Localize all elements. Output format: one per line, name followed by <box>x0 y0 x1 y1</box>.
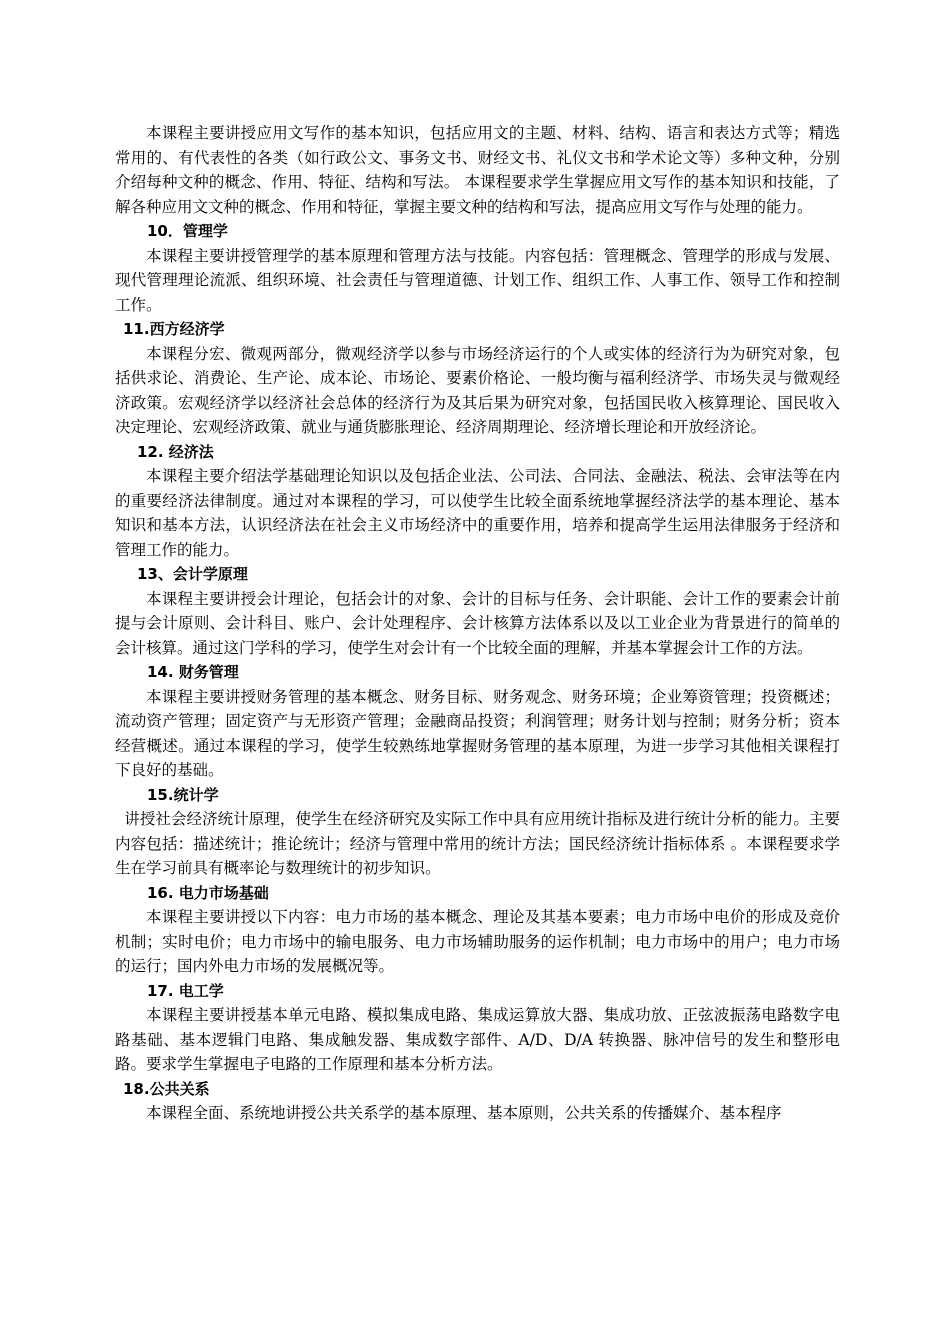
document-page <box>115 121 840 1126</box>
section-13-body: 本课程主要讲授会计理论，包括会计的对象、会计的目标与任务、会计职能、会计工作的要素会计前提与会计原则、会计科目、账户、会计处理程序、会计核算方法体系以及以工业企业为背景进行的简单的会计核算。通过这门学科的学习，使学生对会计有一个比较全面的理解，并基本掌握会计工作的方法。 <box>115 589 840 657</box>
section-11-heading: 11.西方经济学 <box>123 320 225 338</box>
section-15-heading: 15.统计学 <box>147 785 219 804</box>
section-13-heading: 13、会计学原理 <box>137 565 248 583</box>
section-14-heading: 14. 财务管理 <box>147 663 239 681</box>
section-12-body: 本课程主要介绍法学基础理论知识以及包括企业法、公司法、合同法、金融法、税法、会审法等在内的重要经济法律制度。通过对本课程的学习，可以使学生比较全面系统地掌握经济法学的基本理论、基本知识和基本方法，认识经济法在社会主义市场经济中的重要作用，培养和提高学生运用法律服务于经济和管理工作的能力。 <box>115 467 840 559</box>
section-10-heading: 10．管理学 <box>147 222 228 240</box>
section-18-body: 本课程全面、系统地讲授公共关系学的基本原理、基本原则，公共关系的传播媒介、基本程序 <box>146 1104 782 1122</box>
section-14-body: 本课程主要讲授财务管理的基本概念、财务目标、财务观念、财务环境；企业筹资管理；投资概述；流动资产管理；固定资产与无形资产管理；金融商品投资；利润管理；财务计划与控制；财务分析；资本经营概述。通过本课程的学习，使学生较熟练地掌握财务管理的基本原理，为进一步学习其他相关课程打下良好的基础。 <box>115 687 840 779</box>
section-11-body: 本课程分宏、微观两部分，微观经济学以参与市场经济运行的个人或实体的经济行为为研究对象，包括供求论、消费论、生产论、成本论、市场论、要素价格论、一般均衡与福利经济学、市场失灵与微观经济政策。宏观经济学以经济社会总体的经济行为及其后果为研究对象，包括国民收入核算理论、国民收入决定理论、宏观经济政策、就业与通货膨胀理论、经济周期理论、经济增长理论和开放经济论。 <box>115 344 840 436</box>
section-17-heading: 17. 电工学 <box>147 981 224 1000</box>
section-16-heading: 16. 电力市场基础 <box>147 883 269 902</box>
section-15-body: 讲授社会经济统计原理，使学生在经济研究及实际工作中具有应用统计指标及进行统计分析的能力。主要内容包括：描述统计；推论统计；经济与管理中常用的统计方法；国民经济统计指标体系 。本课程要求学生在学习前具有概率论与数理统计的初步知识。 <box>115 810 840 877</box>
section-12-heading: 12. 经济法 <box>137 442 214 461</box>
section-18-heading: 18.公共关系 <box>123 1079 210 1098</box>
section-17-body: 本课程主要讲授基本单元电路、模拟集成电路、集成运算放大器、集成功放、正弦波振荡电路数字电路基础、基本逻辑门电路、集成触发器、集成数字部件、A/D、D/A 转换器、脉冲信号的发生和整形电路。要求学生掌握电子电路的工作原理和基本分析方法。 <box>115 1006 840 1073</box>
section-16-body: 本课程主要讲授以下内容：电力市场的基本概念、理论及其基本要素；电力市场中电价的形成及竞价机制；实时电价；电力市场中的输电服务、电力市场辅助服务的运作机制；电力市场中的用户；电力市场的运行；国内外电力市场的发展概况等。 <box>115 908 840 975</box>
section-10-body: 本课程主要讲授管理学的基本原理和管理方法与技能。内容包括：管理概念、管理学的形成与发展、现代管理理论流派、组织环境、社会责任与管理道德、计划工作、组织工作、人事工作、领导工作和控制工作。 <box>115 246 840 314</box>
section-9-body: 本课程主要讲授应用文写作的基本知识，包括应用文的主题、材料、结构、语言和表达方式等；精选常用的、有代表性的各类（如行政公文、事务文书、财经文书、礼仪文书和学术论文等）多种文种，分别介绍每种文种的概念、作用、特征、结构和写法。 本课程要求学生掌握应用文写作的基本知识和技能，了解各种应用文文种的概念、作用和特征，掌握主要文种的结构和写法，提高应用文写作与处理的能力。 <box>115 124 840 216</box>
